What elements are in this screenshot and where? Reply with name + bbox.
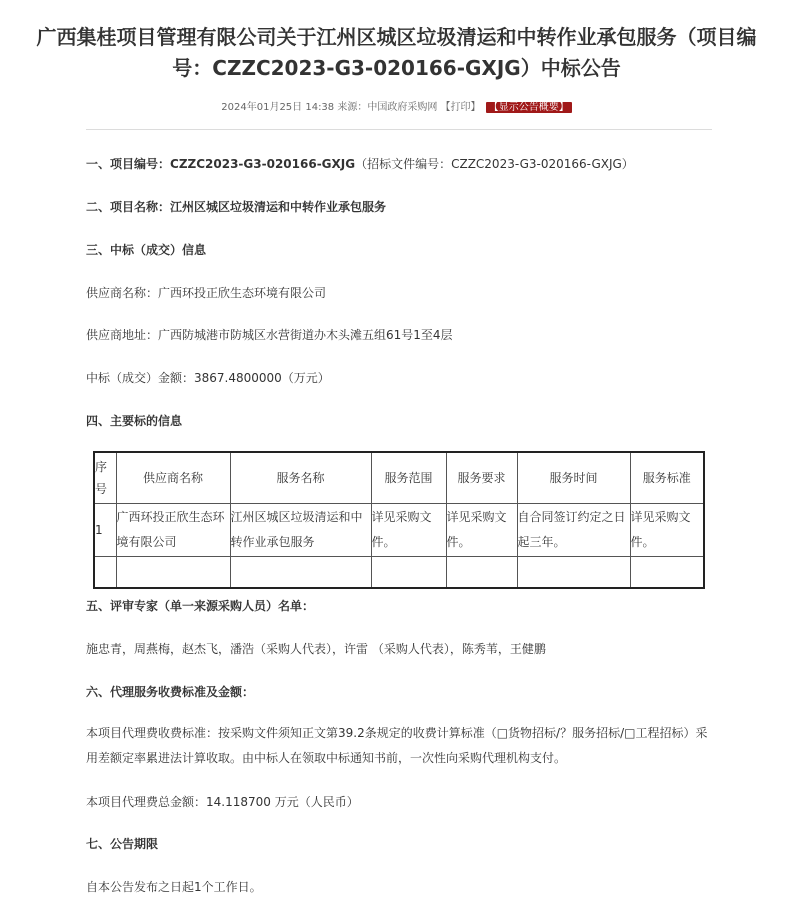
supplier-name: 供应商名称：广西环投正欣生态环境有限公司	[86, 286, 327, 300]
header-service-time: 服务时间	[517, 452, 630, 504]
publish-datetime: 2024年01月25日 14:38	[221, 102, 335, 113]
section-notice-period-heading: 七、公告期限	[86, 837, 159, 851]
project-number-value: CZZC2023-G3-020166-GXJG	[170, 157, 356, 171]
header-service-scope: 服务范围	[371, 452, 446, 504]
section-award-info-heading: 三、中标（成交）信息	[86, 243, 207, 257]
notice-period-text: 自本公告发布之日起1个工作日。	[86, 880, 262, 894]
print-link[interactable]: 【打印】	[440, 102, 481, 113]
section-agency-fee-heading: 六、代理服务收费标准及金额：	[86, 685, 255, 699]
section-project-name	[86, 198, 726, 216]
supplier-address: 供应商地址：广西防城港市防城区水营街道办木头滩五组61号1至4层	[86, 328, 453, 342]
table-row	[94, 504, 704, 557]
meta-line	[0, 101, 793, 115]
header-service-standard: 服务标准	[630, 452, 704, 504]
title-line-2: 号：CZZC2023-G3-020166-GXJG）中标公告	[172, 56, 621, 80]
tender-file-number: （招标文件编号：CZZC2023-G3-020166-GXJG）	[355, 157, 634, 171]
section-main-items-heading: 四、主要标的信息	[86, 414, 183, 428]
cell-service-scope: 详见采购文件。	[371, 504, 446, 557]
cell-service-name: 江州区城区垃圾清运和中转作业承包服务	[230, 504, 371, 557]
cell-service-standard: 详见采购文件。	[630, 504, 704, 557]
cell-supplier: 广西环投正欣生态环境有限公司	[116, 504, 230, 557]
divider	[86, 129, 712, 130]
main-items-table	[93, 451, 705, 589]
experts-list: 施忠青，周燕梅，赵杰飞，潘浩（采购人代表），许雷 （采购人代表），陈秀苇，王健鹏	[86, 642, 546, 656]
project-name-value: 江州区城区垃圾清运和中转作业承包服务	[170, 200, 387, 214]
title-line-1: 广西集桂项目管理有限公司关于江州区城区垃圾清运和中转作业承包服务（项目编	[36, 25, 757, 49]
source: 来源：中国政府采购网	[337, 102, 438, 113]
header-supplier: 供应商名称	[116, 452, 230, 504]
project-name-label: 二、项目名称：	[86, 200, 171, 214]
header-service-name: 服务名称	[230, 452, 371, 504]
project-number-label: 一、项目编号：	[86, 157, 171, 171]
header-service-requirement: 服务要求	[446, 452, 517, 504]
show-summary-button[interactable]: 【显示公告概要】	[486, 102, 572, 113]
section-experts-heading: 五、评审专家（单一来源采购人员）名单：	[86, 599, 315, 613]
header-seq: 序号	[94, 452, 116, 504]
agency-fee-total: 本项目代理费总金额：14.118700 万元（人民币）	[86, 795, 359, 809]
cell-seq: 1	[94, 504, 116, 557]
cell-service-time: 自合同签订约定之日起三年。	[517, 504, 630, 557]
agency-fee-standard: 本项目代理费收费标准：按采购文件须知正文第39.2条规定的收费计算标准（□货物招标/？服务招标/□工程招标）采用差额定率累进法计算收取。由中标人在领取中标通知书前，一次性向采购代理机构支付。	[86, 726, 708, 765]
table-empty-row	[94, 557, 704, 589]
cell-service-requirement: 详见采购文件。	[446, 504, 517, 557]
page-title	[0, 22, 793, 84]
award-amount: 中标（成交）金额：3867.4800000（万元）	[86, 371, 330, 385]
section-project-number	[86, 155, 726, 173]
table-header-row	[94, 452, 704, 504]
